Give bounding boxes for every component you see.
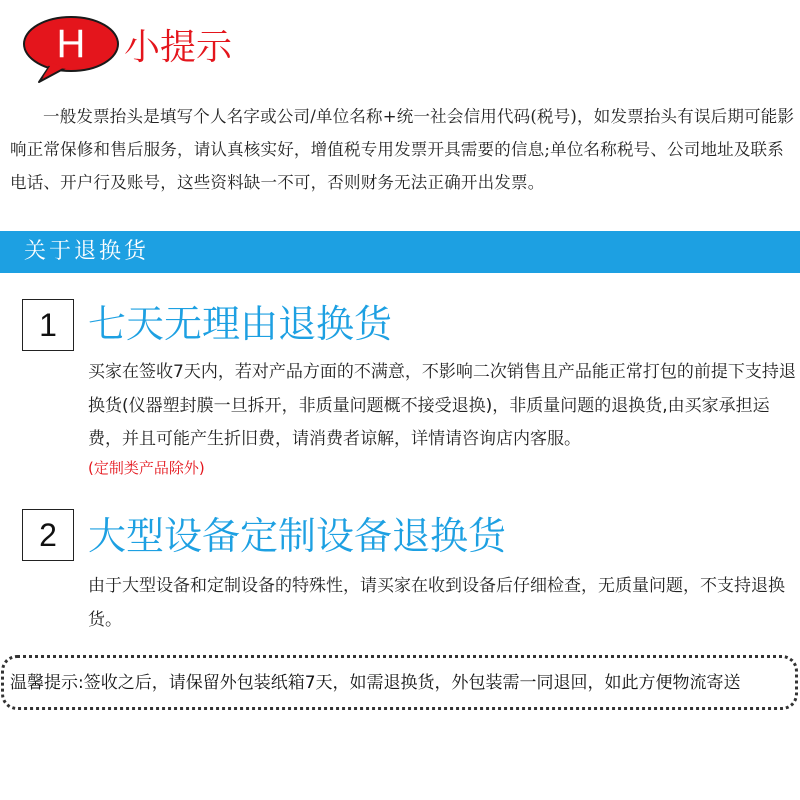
item-note: (定制类产品除外) [88, 459, 205, 477]
section-title: 关于退换货 [24, 239, 150, 264]
item-heading: 七天无理由退换货 [88, 302, 393, 346]
item-number-box: 2 [22, 509, 74, 561]
section-banner [0, 231, 800, 273]
item-body: 买家在签收7天内，若对产品方面的不满意，不影响二次销售且产品能正常打包的前提下支持退换货(仪器塑封膜一旦拆开，非质量问题概不接受退换)，非质量问题的退换货,由买家承担运费，并且可能产生折旧费，请消费者谅解，详情请咨询店内客服。 [88, 362, 796, 449]
tip-header [0, 0, 800, 90]
item-number-box: 1 [22, 299, 74, 351]
tip-title: 小提示 [124, 27, 233, 68]
tip-paragraph: 一般发票抬头是填写个人名字或公司/单位名称+统一社会信用代码(税号)，如发票抬头有误后期可能影响正常保修和售后服务，请认真核实好，增值税专用发票开具需要的信息;单位名称税号、公司地址及联系电话、开户行及账号，这些资料缺一不可，否则财务无法正确开出发票。 [10, 107, 795, 192]
footer-text: 温馨提示:签收之后，请保留外包装纸箱7天，如需退换货，外包装需一同退回，如此方便物流寄送 [10, 673, 741, 693]
tip-badge-letter: H [56, 22, 86, 66]
speech-bubble-icon [21, 14, 121, 84]
item-heading: 大型设备定制设备退换货 [88, 514, 507, 558]
item-body: 由于大型设备和定制设备的特殊性，请买家在收到设备后仔细检查，无质量问题，不支持退换货。 [88, 576, 785, 630]
footer-notice [1, 655, 798, 710]
